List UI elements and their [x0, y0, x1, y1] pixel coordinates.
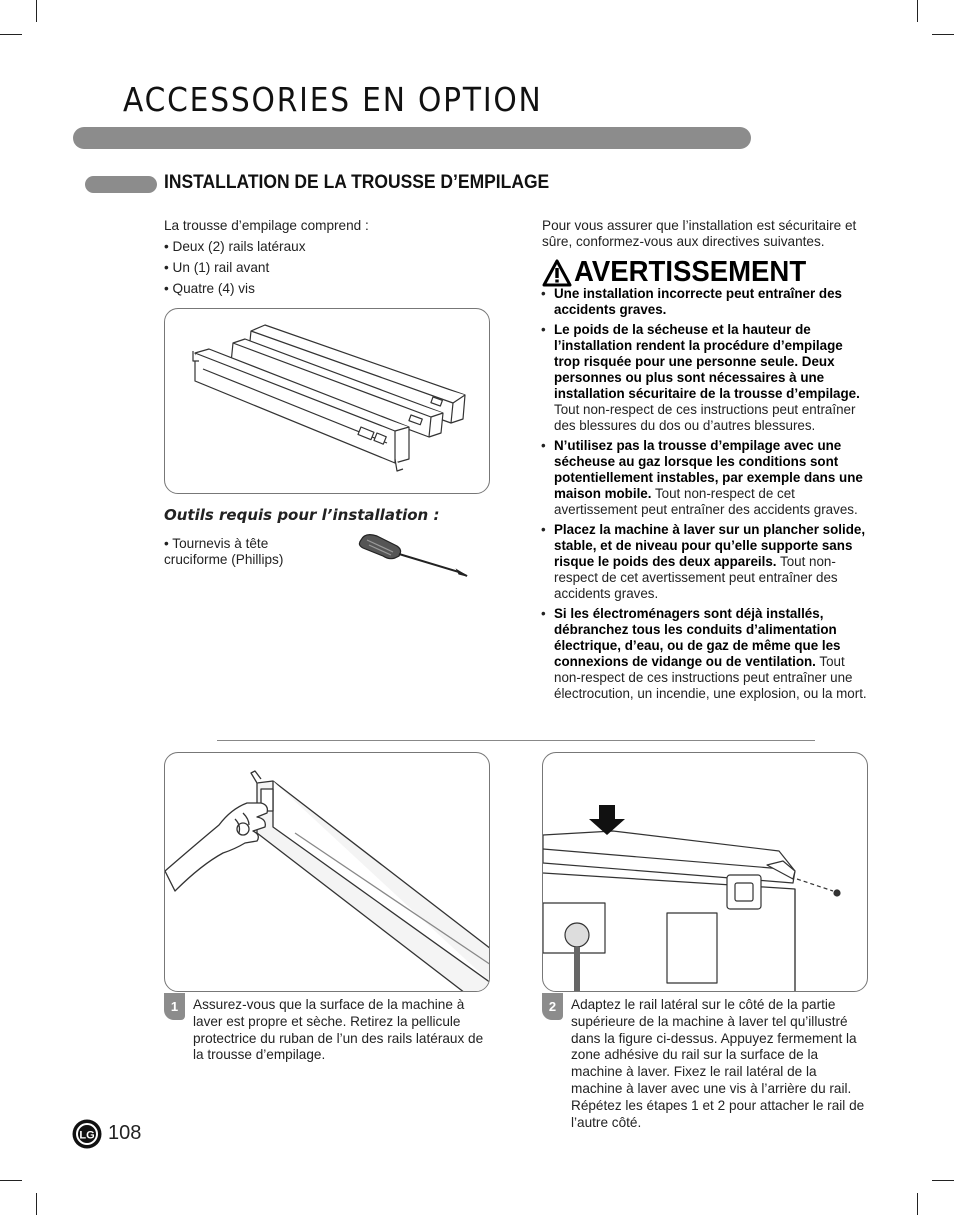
- crop-mark: [917, 1193, 918, 1215]
- tools-item: • Tournevis à tête cruciforme (Phillips): [164, 536, 284, 567]
- stacking-rails-illustration: [165, 309, 490, 494]
- safety-intro: Pour vous assurer que l’installation est sécuritaire et sûre, conformez-vous aux directives suivantes.: [542, 218, 857, 249]
- crop-mark: [0, 1180, 22, 1181]
- kit-item: • Un (1) rail avant: [164, 260, 270, 275]
- page-title: ACCESSORIES EN OPTION: [123, 80, 543, 119]
- kit-item: • Quatre (4) vis: [164, 281, 255, 296]
- lg-logo-icon: [72, 1119, 102, 1149]
- step2-text: Adaptez le rail latéral sur le côté de la partie supérieure de la machine à laver tel qu’illustré dans la figure ci-dessus. Appuyez fermement la zone adhésive du rail sur la surface de la machine à laver. Fixez le rail latéral de la machine à laver avec une vis à l’arrière du rail. Répétez les étapes 1 et 2 pour attacher le rail de l’autre côté.: [571, 997, 865, 1130]
- screwdriver-icon: [355, 528, 479, 580]
- crop-mark: [932, 1180, 954, 1181]
- step1-text: Assurez-vous que la surface de la machine à laver est propre et sèche. Retirez la pellicule protectrice du ruban de l’un des rails latéraux de la trousse d’empilage.: [193, 997, 484, 1063]
- lg-logo-text: LG: [79, 1129, 95, 1142]
- warning-header: [542, 256, 818, 289]
- peel-tape-illustration: [165, 753, 490, 992]
- tools-title: Outils requis pour l’installation :: [164, 506, 440, 524]
- warning-list: [541, 286, 871, 706]
- crop-mark: [932, 34, 954, 35]
- warning-item: • Le poids de la sécheuse et la hauteur de l’installation rendent la procédure d’empilage trop risquée pour une personne seule. Deux personnes ou plus sont nécessaires à une installation sécuritaire de la trousse d’empilage. Tout non-respect de ces instructions peut entraîner des blessures du dos ou d’autres blessures.: [541, 322, 871, 434]
- attach-rail-illustration: [543, 753, 868, 992]
- kit-item: • Deux (2) rails latéraux: [164, 239, 306, 254]
- rails-figure: [164, 308, 490, 494]
- crop-mark: [917, 0, 918, 22]
- warning-item: • Si les électroménagers sont déjà installés, débranchez tous les conduits d’alimentation électrique, d’eau, ou de gaz de même que les connexions de vidange ou de ventilation. Tout non-respect de ces instructions peut entraîner une électrocution, un incendie, une explosion, ou la mort.: [541, 606, 871, 702]
- crop-mark: [36, 1193, 37, 1215]
- step2-figure: [542, 752, 868, 992]
- title-bar: [73, 127, 751, 149]
- step2-badge: 2: [542, 993, 563, 1020]
- section-divider: [217, 740, 815, 741]
- kit-intro: La trousse d’empilage comprend :: [164, 218, 369, 233]
- warning-item: • Une installation incorrecte peut entraîner des accidents graves.: [541, 286, 871, 318]
- step1-badge: 1: [164, 993, 185, 1020]
- warning-title: AVERTISSEMENT: [574, 256, 807, 288]
- page-number: 108: [108, 1122, 142, 1144]
- warning-item: • Placez la machine à laver sur un plancher solide, stable, et de niveau pour qu’elle supporte sans risque le poids des deux appareils. Tout non-respect de cet avertissement peut entraîner des accidents graves.: [541, 522, 871, 602]
- kit-list: [164, 239, 306, 302]
- step1-figure: [164, 752, 490, 992]
- crop-mark: [0, 34, 22, 35]
- warning-triangle-icon: [542, 259, 572, 287]
- warning-item: • N’utilisez pas la trousse d’empilage avec une sécheuse au gaz lorsque les conditions sont potentiellement instables, par exemple dans une maison mobile. Tout non-respect de cet avertissement peut entraîner des accidents graves.: [541, 438, 871, 518]
- section-pill: [85, 176, 157, 193]
- section-title: INSTALLATION DE LA TROUSSE D’EMPILAGE: [164, 172, 550, 193]
- crop-mark: [36, 0, 37, 22]
